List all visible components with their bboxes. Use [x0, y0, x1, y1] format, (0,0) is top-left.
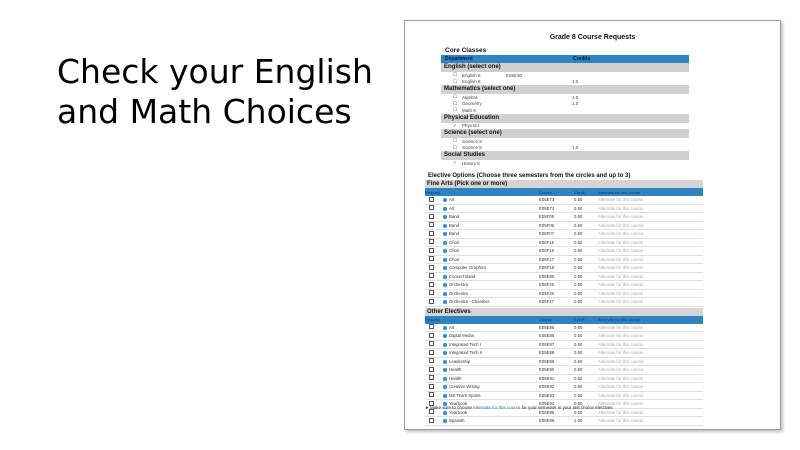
alternate-dropdown[interactable]: Alternate for this course [598, 248, 644, 254]
core-groups [441, 63, 689, 167]
checkbox-box[interactable] [429, 358, 434, 363]
elective-course [437, 291, 539, 296]
checkbox-box[interactable] [429, 248, 434, 253]
core-group-label: Science (select one) [441, 129, 689, 138]
elective-course [437, 350, 539, 355]
elective-credit: 0.50 [574, 231, 583, 237]
request-checkbox[interactable] [425, 299, 437, 305]
elective-row [425, 341, 703, 350]
elective-course [437, 359, 539, 364]
elective-course [437, 248, 539, 253]
elective-credit: 0.50 [574, 299, 583, 305]
checkbox-box[interactable] [429, 367, 434, 372]
info-icon[interactable] [443, 343, 447, 347]
elective-credit: 0.50 [574, 375, 583, 381]
elective-credit: 0.50 [574, 333, 583, 339]
elective-credit: 0.50 [574, 214, 583, 220]
elective-row [425, 264, 703, 273]
alternate-dropdown[interactable]: Alternate for this course [598, 341, 644, 347]
elective-code: E05F06 [539, 222, 555, 228]
elective-course [437, 214, 539, 219]
elective-name: Health [449, 367, 462, 373]
elective-code: E05E88 [539, 350, 555, 356]
elective-credit: 0.50 [574, 282, 583, 288]
course-checkbox[interactable]: ✓ [453, 160, 457, 166]
elective-course [437, 299, 539, 304]
request-checkbox[interactable] [425, 222, 437, 228]
checkbox-box[interactable] [429, 222, 434, 227]
elective-code: E05F05 [539, 214, 555, 220]
alternate-dropdown[interactable]: Alternate for this course [598, 350, 644, 356]
elective-code: E05E96 [539, 418, 555, 424]
elective-name: Orchestra [449, 290, 468, 296]
elective-name: Computer Graphics [449, 265, 487, 271]
elective-code: E05E90 [539, 367, 555, 373]
department-header: Department [445, 56, 473, 62]
note-prefix: Make sure to choose [430, 405, 472, 410]
elective-row [425, 273, 703, 282]
elective-credit: 0.50 [574, 401, 583, 407]
elective-course [437, 393, 539, 398]
elective-row [425, 375, 703, 384]
elective-name: Yearbook [449, 401, 467, 407]
course-name: English 8 [462, 72, 481, 78]
course-name: Geometry [462, 101, 482, 107]
info-icon[interactable] [443, 275, 447, 279]
elective-course [437, 342, 539, 347]
info-icon[interactable] [443, 385, 447, 389]
elective-code: E05F26 [539, 290, 555, 296]
elective-code: E05E89 [539, 358, 555, 364]
checkbox-box[interactable] [429, 239, 434, 244]
info-icon[interactable] [443, 207, 447, 211]
elective-code: E05E94 [539, 401, 555, 407]
elective-subtitle: (Choose three semesters from the circles and up to 3) [476, 173, 631, 179]
course-checkbox[interactable]: ☐ [453, 94, 458, 100]
elective-credit: 0.50 [574, 205, 583, 211]
elective-credit: 0.50 [574, 256, 583, 262]
core-course-row [441, 160, 689, 167]
elective-name: Health [449, 375, 462, 381]
course-credits: 1.0 [572, 79, 579, 85]
course-name: Math 8 [462, 107, 476, 113]
fine-arts-category: Fine Arts (Pick one or more) [425, 180, 703, 188]
elective-credit: 0.50 [574, 384, 583, 390]
course-name: English 8 [462, 79, 481, 85]
info-icon[interactable] [443, 292, 447, 296]
checkbox-box[interactable] [429, 197, 434, 202]
course-checkbox[interactable]: ☐ [453, 78, 458, 84]
other-column-header [425, 316, 703, 324]
alternate-dropdown[interactable]: Alternate for this course [598, 358, 644, 364]
info-icon[interactable] [443, 419, 447, 423]
info-icon[interactable] [443, 351, 447, 355]
elective-course [437, 325, 539, 330]
alternate-dropdown[interactable]: Alternate for this course [598, 392, 644, 398]
request-checkbox[interactable] [425, 392, 437, 398]
info-icon[interactable] [443, 266, 447, 270]
request-checkbox[interactable] [425, 290, 437, 296]
checkbox-box[interactable] [429, 205, 434, 210]
elective-code: E05F16 [539, 248, 555, 254]
checkbox-box[interactable] [429, 290, 434, 295]
arrow-icon: ➤ [425, 405, 429, 410]
info-icon[interactable] [443, 334, 447, 338]
elective-row [425, 230, 703, 239]
credits-header: Credits [573, 56, 591, 62]
elective-credit: 0.50 [574, 409, 583, 415]
elective-course [437, 282, 539, 287]
elective-credit: 0.50 [574, 392, 583, 398]
elective-credit: 0.50 [574, 324, 583, 330]
info-icon[interactable] [443, 360, 447, 364]
elective-name: MS Team Sports [449, 392, 481, 398]
alternate-dropdown[interactable]: Alternate for this course [598, 290, 644, 296]
fine-arts-rows [425, 196, 703, 307]
core-group-label: English (select one) [441, 63, 689, 72]
checkbox-box[interactable] [429, 231, 434, 236]
elective-code: E05E93 [539, 392, 555, 398]
elective-credit: 0.50 [574, 197, 583, 203]
alternate-dropdown[interactable]: Alternate for this course [598, 231, 644, 237]
elective-row [425, 324, 703, 333]
elective-row [425, 298, 703, 307]
alternate-col: Alternate for this course [598, 317, 641, 322]
course-name: Phys Ed [462, 123, 479, 129]
alternate-dropdown[interactable]: Alternate for this course [598, 299, 644, 305]
elective-course [437, 257, 539, 262]
elective-credit: 0.50 [574, 248, 583, 254]
elective-name: Band [449, 222, 460, 228]
elective-row [425, 213, 703, 222]
elective-row [425, 196, 703, 205]
alternate-dropdown[interactable]: Alternate for this course [598, 375, 644, 381]
alternate-dropdown[interactable]: Alternate for this course [598, 409, 644, 415]
elective-name: Choir [449, 248, 460, 254]
elective-credit: 0.50 [574, 290, 583, 296]
alternate-dropdown[interactable]: Alternate for this course [598, 256, 644, 262]
request-checkbox[interactable] [425, 358, 437, 364]
course-checkbox[interactable]: ☐ [453, 144, 458, 150]
elective-name: Integrated Tech II [449, 350, 483, 356]
elective-code: E05E91 [539, 375, 555, 381]
course-name: Algebra [462, 94, 478, 100]
course-code: E05E30 [506, 72, 523, 78]
alternate-dropdown[interactable]: Alternate for this course [598, 333, 644, 339]
elective-row [425, 256, 703, 265]
elective-course [437, 206, 539, 211]
elective-code: E05E92 [539, 384, 555, 390]
elective-name: Band [449, 231, 460, 237]
elective-name: Art [449, 205, 455, 211]
elective-credit: 0.50 [574, 341, 583, 347]
elective-name: Choir [449, 239, 460, 245]
elective-name: Concert Band [449, 273, 476, 279]
course-checkbox[interactable]: ☐ [453, 72, 458, 78]
alternate-dropdown[interactable]: Alternate for this course [598, 367, 644, 373]
alternate-dropdown[interactable]: Alternate for this course [598, 205, 644, 211]
request-checkbox[interactable] [425, 214, 437, 220]
elective-row [425, 417, 703, 426]
info-icon[interactable] [443, 368, 447, 372]
elective-row [425, 349, 703, 358]
info-icon[interactable] [443, 249, 447, 253]
course-checkbox[interactable]: ☐ [453, 138, 458, 144]
course-name: Science 8 [462, 138, 482, 144]
elective-name: Creative Writing [449, 384, 480, 390]
elective-course [437, 418, 539, 423]
course-checkbox[interactable]: ☐ [453, 107, 458, 113]
slide-title: Check your English and Math Choices [57, 52, 373, 131]
elective-row [425, 205, 703, 214]
note-suffix: for your semester in your last choice electives [521, 405, 613, 410]
request-checkbox[interactable] [425, 367, 437, 373]
alternate-dropdown[interactable]: Alternate for this course [598, 418, 644, 424]
elective-code: E05F18 [539, 265, 555, 271]
alternate-dropdown[interactable]: Alternate for this course [598, 401, 644, 407]
request-checkbox[interactable] [425, 375, 437, 381]
elective-code: E05E85 [539, 324, 555, 330]
elective-credit: 0.50 [574, 265, 583, 271]
elective-row [425, 366, 703, 375]
elective-row [425, 392, 703, 401]
elective-row [425, 239, 703, 248]
other-electives-category: Other Electives [425, 308, 703, 316]
alternate-dropdown[interactable]: Alternate for this course [598, 384, 644, 390]
elective-code: E05E80 [539, 273, 555, 279]
elective-credit: 0.50 [574, 222, 583, 228]
info-icon[interactable] [443, 215, 447, 219]
elective-name: Art [449, 324, 455, 330]
elective-row [425, 290, 703, 299]
course-credits: 1.0 [572, 101, 579, 107]
fine-arts-column-header [425, 188, 703, 196]
elective-code: E05F27 [539, 299, 555, 305]
core-group-label: Physical Education [441, 114, 689, 123]
checkbox-box[interactable] [429, 418, 434, 423]
core-group-label: Social Studies [441, 151, 689, 160]
request-checkbox[interactable] [425, 418, 437, 424]
request-col: Request [425, 317, 440, 322]
checkbox-box[interactable] [429, 273, 434, 278]
core-classes-heading: Core Classes [445, 47, 487, 54]
document-title: Grade 8 Course Requests [549, 34, 636, 41]
info-icon[interactable] [443, 241, 447, 245]
elective-row [425, 332, 703, 341]
elective-title [425, 173, 703, 179]
info-icon[interactable] [443, 224, 447, 228]
elective-credit: 0.50 [574, 273, 583, 279]
info-icon[interactable] [443, 377, 447, 381]
info-icon[interactable] [443, 258, 447, 262]
checkbox-box[interactable] [429, 256, 434, 261]
elective-name: Leadership [449, 358, 471, 364]
elective-course [437, 265, 539, 270]
request-checkbox[interactable] [425, 205, 437, 211]
course-checkbox[interactable]: ✓ [453, 122, 457, 128]
elective-name: Band [449, 214, 460, 220]
core-group-label: Mathematics (select one) [441, 85, 689, 94]
course-col: Course [539, 189, 552, 195]
alternate-dropdown[interactable]: Alternate for this course [598, 282, 644, 288]
elective-credit: 0.50 [574, 239, 583, 245]
elective-name: Integrated Tech I [449, 341, 481, 347]
checkbox-box[interactable] [429, 282, 434, 287]
request-checkbox[interactable] [425, 248, 437, 254]
checkbox-box[interactable] [429, 265, 434, 270]
elective-course [437, 231, 539, 236]
footer-note [425, 405, 613, 411]
elective-credit: 0.50 [574, 358, 583, 364]
elective-course [437, 197, 539, 202]
request-checkbox[interactable] [425, 384, 437, 390]
elective-credit: 0.50 [574, 350, 583, 356]
elective-row [425, 281, 703, 290]
request-checkbox[interactable] [425, 239, 437, 245]
request-checkbox[interactable] [425, 273, 437, 279]
course-checkbox[interactable]: ☐ [453, 100, 458, 106]
alternate-dropdown[interactable]: Alternate for this course [598, 273, 644, 279]
request-checkbox[interactable] [425, 231, 437, 237]
elective-name: Choir [449, 256, 460, 262]
note-link[interactable]: Alternate for this course [472, 405, 521, 410]
elective-course [437, 274, 539, 279]
elective-name: Orchestra - Chamber [449, 299, 490, 305]
elective-code: E05F25 [539, 282, 555, 288]
elective-row [425, 358, 703, 367]
course-name: History 8 [462, 160, 480, 166]
alternate-dropdown[interactable]: Alternate for this course [598, 214, 644, 220]
credit-col: Credit [574, 189, 585, 195]
elective-heading: Elective Options [428, 173, 476, 179]
elective-row [425, 383, 703, 392]
core-header-row [441, 55, 689, 63]
request-checkbox[interactable] [425, 256, 437, 262]
credit-col: Credit [574, 317, 585, 322]
request-checkbox[interactable] [425, 341, 437, 347]
info-icon[interactable] [443, 394, 447, 398]
elective-row [425, 247, 703, 256]
elective-course [437, 333, 539, 338]
elective-course [437, 240, 539, 245]
info-icon[interactable] [443, 326, 447, 330]
info-icon[interactable] [443, 411, 447, 415]
info-icon[interactable] [443, 198, 447, 202]
course-credits: 1.0 [572, 94, 579, 100]
elective-code: E05F17 [539, 256, 555, 262]
request-checkbox[interactable] [425, 333, 437, 339]
elective-code: E05E73 [539, 197, 555, 203]
request-checkbox[interactable] [425, 350, 437, 356]
checkbox-box[interactable] [429, 350, 434, 355]
course-col: Course [539, 317, 552, 322]
alternate-dropdown[interactable]: Alternate for this course [598, 265, 644, 271]
request-col: Request [425, 189, 440, 195]
request-checkbox[interactable] [425, 265, 437, 271]
info-icon[interactable] [443, 232, 447, 236]
info-icon[interactable] [443, 300, 447, 304]
elective-credit: 0.50 [574, 367, 583, 373]
elective-code: E05F07 [539, 231, 555, 237]
elective-section [425, 173, 703, 426]
alternate-dropdown[interactable]: Alternate for this course [598, 222, 644, 228]
core-classes-section [441, 45, 689, 167]
elective-name: Orchestra [449, 282, 468, 288]
checkbox-box[interactable] [429, 341, 434, 346]
elective-name: Digital Media [449, 333, 474, 339]
elective-code: E05F15 [539, 239, 555, 245]
elective-name: Yearbook [449, 409, 467, 415]
checkbox-box[interactable] [429, 324, 434, 329]
elective-name: Art [449, 197, 455, 203]
course-request-document [404, 20, 781, 430]
elective-code: E05E86 [539, 333, 555, 339]
alternate-col: Alternate for this course [598, 189, 641, 195]
elective-credit: 1.00 [574, 418, 583, 424]
checkbox-box[interactable] [429, 214, 434, 219]
checkbox-box[interactable] [429, 333, 434, 338]
request-checkbox[interactable] [425, 282, 437, 288]
elective-row [425, 222, 703, 231]
elective-course [437, 367, 539, 372]
elective-course [437, 376, 539, 381]
checkbox-box[interactable] [429, 384, 434, 389]
course-credits: 1.0 [572, 145, 579, 151]
checkbox-box[interactable] [429, 299, 434, 304]
alternate-dropdown[interactable]: Alternate for this course [598, 239, 644, 245]
request-checkbox[interactable] [425, 324, 437, 330]
elective-code: E05E95 [539, 409, 555, 415]
request-checkbox[interactable] [425, 197, 437, 203]
elective-course [437, 384, 539, 389]
alternate-dropdown[interactable]: Alternate for this course [598, 324, 644, 330]
alternate-dropdown[interactable]: Alternate for this course [598, 197, 644, 203]
checkbox-box[interactable] [429, 392, 434, 397]
elective-code: E05E74 [539, 205, 555, 211]
info-icon[interactable] [443, 283, 447, 287]
elective-code: E05E87 [539, 341, 555, 347]
course-name: Science 8 [462, 145, 482, 151]
elective-course [437, 223, 539, 228]
elective-name: Spanish [449, 418, 465, 424]
checkbox-box[interactable] [429, 375, 434, 380]
